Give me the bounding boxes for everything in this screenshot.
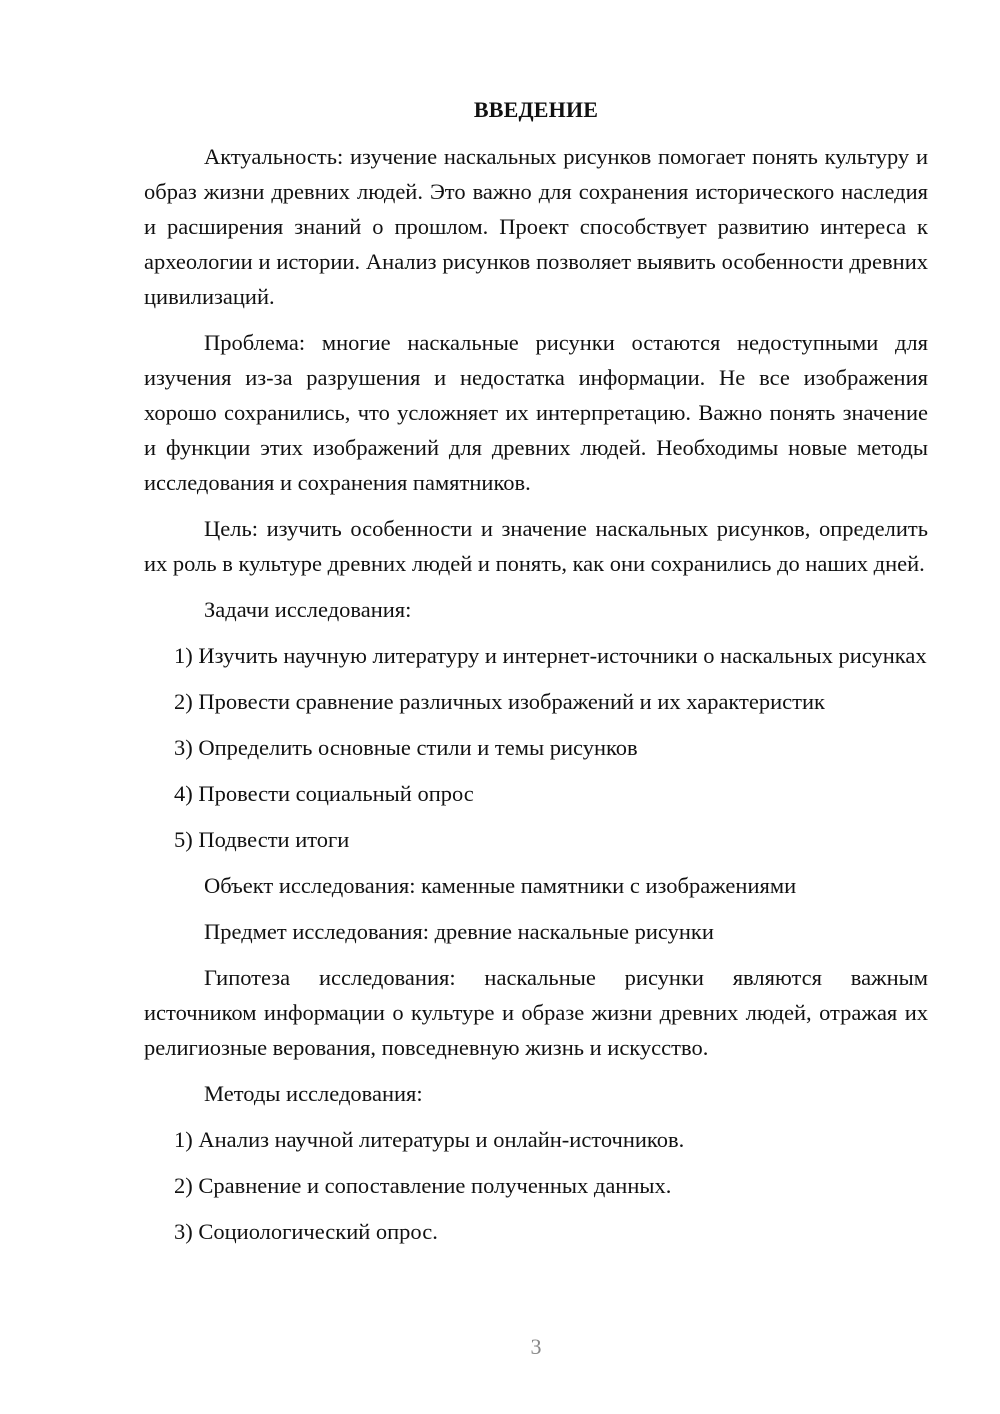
page-number: 3 xyxy=(530,1334,542,1359)
method-item-1: 1) Анализ научной литературы и онлайн-источников. xyxy=(174,1127,685,1152)
task-item-2: 2) Провести сравнение различных изображений и их характеристик xyxy=(174,689,825,714)
methods-heading: Методы исследования: xyxy=(204,1081,423,1106)
research-subject: Предмет исследования: древние наскальные рисунки xyxy=(204,919,714,944)
research-object: Объект исследования: каменные памятники с изображениями xyxy=(204,873,797,898)
task-item-3: 3) Определить основные стили и темы рисунков xyxy=(174,735,638,760)
hypothesis-paragraph: Гипотеза исследования: наскальные рисунки являются важным источником информации о культуре и образе жизни древних людей, отражая их религиозные верования, повседневную жизнь и искусство. xyxy=(144,965,928,1060)
task-item-5: 5) Подвести итоги xyxy=(174,827,350,852)
relevance-paragraph: Актуальность: изучение наскальных рисунков помогает понять культуру и образ жизни древних людей. Это важно для сохранения исторического наследия и расширения знаний о прошлом. Проект способствует развитию интереса к археологии и истории. Анализ рисунков позволяет выявить особенности древних цивилизаций. xyxy=(144,144,928,309)
task-item-4: 4) Провести социальный опрос xyxy=(174,781,474,806)
tasks-heading: Задачи исследования: xyxy=(204,597,412,622)
method-item-2: 2) Сравнение и сопоставление полученных данных. xyxy=(174,1173,672,1198)
method-item-3: 3) Социологический опрос. xyxy=(174,1219,438,1244)
document-page xyxy=(144,92,928,1260)
goal-paragraph: Цель: изучить особенности и значение наскальных рисунков, определить их роль в культуре древних людей и понять, как они сохранились до наших дней. xyxy=(144,516,928,576)
task-item-1: 1) Изучить научную литературу и интернет-источники о наскальных рисунках xyxy=(174,643,927,668)
section-title: ВВЕДЕНИЕ xyxy=(473,97,599,122)
problem-paragraph: Проблема: многие наскальные рисунки остаются недоступными для изучения из-за разрушения и недостатка информации. Не все изображения хорошо сохранились, что усложняет их интерпретацию. Важно понять значение и функции этих изображений для древних людей. Необходимы новые методы исследования и сохранения памятников. xyxy=(144,330,928,495)
